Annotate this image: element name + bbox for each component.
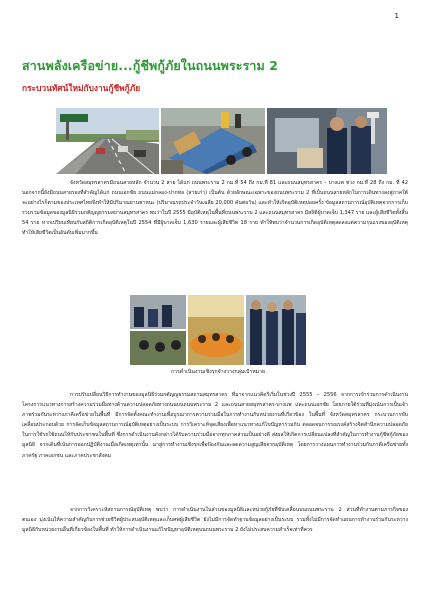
collage-caption: การดำเนินงานเชิงรุกจ้างวางกลุ่มเป้าหมาย (170, 369, 266, 375)
section-subtitle: กระบวนทัศน์ใหม่กับงานกู้ชีพกู้ภัย (22, 83, 141, 93)
page-title: สานพลังเครือข่าย...กู้ชีพกู้ภัยในถนนพระราม 2 (22, 58, 279, 73)
body-paragraph-3: จากการวิเคราะห์สถานการณ์อุบัติเหตุ พบว่า การดำเนินงานในส่วนของมูลนิธิและหน่วยกู้ภัยที่ขับเคลื่อนบนถนนพระราม 2 ส่วนที่ทำงานตามภารกิจของตนเอง มุ่งเน้นให้ความสำคัญกับการช่วยชีวิตผู้ประสบอุบัติเหตุและเก็บศพผู้เสียชีวิต ยังไม่มีการจัดทำฐานข้อมูลอย่างเป็นระบบ รวมทั้งไม่มีการจัดทำแผนการทำงานร่วมกันระหว่างมูลนิธิกับหน่วยงานอื่นที่เกี่ยวข้องในพื้นที่ ทำให้การดำเนินงานแก้ไขปัญหาอุบัติเหตุบนถนนพระราม 2 ยังไม่ประสบความสำเร็จเท่าที่ควร (22, 507, 408, 534)
rescue-workers-photo (267, 108, 387, 174)
page-number: 1 (394, 12, 399, 20)
outreach-photo-collage (130, 295, 306, 365)
photo-row (56, 108, 387, 174)
highway-road-photo (56, 108, 159, 174)
body-paragraph-2: การปรับเปลี่ยนวิธีการทำงานของมูลนิธิร่วมกตัญญูธรรมสถานสมุทรสาคร ที่มาจากแนวคิดริเริ่มในช่วงปี 2555 – 2556 จากการเข้าร่วมการดำเนินงานโครงการแนวทางการสร้างความร่วมมือทางด้านความปลอดภัยทางถนนบนถนนพระราม 2 และถนนสายสมุทรสาคร-บางแพ และถนนเอกชัย โดยภายใต้ร่วมที่มุ่งเน้นการเป็นเจ้าภาพร่วมกันระหว่างภาคีเครือข่ายในพื้นที่ มีการจัดตั้งคณะทำงานเพื่อบูรณาการความร่วมมือในการทำงานกับหน่วยงานที่เกี่ยวข้อง ในพื้นที่ จังหวัดสมุทรสาคร กระบวนการขับเคลื่อนประกอบด้วย การจัดเก็บข้อมูลสถานการณ์อุบัติเหตุอย่างเป็นระบบ การวิเคราะห์จุดเสี่ยงเพื่อหาแนวทางแก้ไขปัญหาร่วมกัน ตลอดจนการรณรงค์สร้างจิตสำนึกความปลอดภัยในการใช้รถใช้ถนนให้กับประชาชนในพื้นที่ ซึ่งการดำเนินงานดังกล่าวได้รับความร่วมมือจากทุกภาคส่วนเป็นอย่างดี ส่งผลให้เกิดการเปลี่ยนแปลงที่สำคัญในการทำงานกู้ชีพกู้ภัยของมูลนิธิ จากเดิมที่เน้นการออกปฏิบัติงานเมื่อเกิดเหตุเท่านั้น มาสู่การทำงานเชิงรุกเพื่อป้องกันและลดความสูญเสียจากอุบัติเหตุ โดยการวางแผนการทำงานร่วมกับภาคีเครือข่ายทั้งภาครัฐ ภาคเอกชน และภาคประชาสังคม (22, 392, 408, 459)
overturned-truck-photo (161, 108, 264, 174)
body-paragraph-1: จังหวัดสมุทรสาครมีถนนสายหลัก จำนวน 2 สาย ได้แก่ ถนนพระราม 2 กม.ที่ 54 ถึง กม.ที่ 81 และถนนสมุทรสาคร – บางแพ ช่วง กม.ที่ 28 ถึง กม. ที่ 42 นอกจากนี้ยังมีถนนสายรองที่สำคัญได้แก่ ถนนเอกชัย ถนนแม่กลอง-ปากท่อ (สายเก่า) เป็นต้น ด้วยลักษณะเฉพาะของถนนพระราม 2 ที่เป็นถนนสายหลักในการเดินทางลงสู่ภาคใต้จะอย่างไรก็ตามของประเทศไทยจึงทำให้มีปริมาณยานพาหนะ (ปริมาณรถประจำวันเฉลี่ย 20,000 คันต่อวัน) และทำให้เกิดอุบัติเหตุบ่อยครั้ง ข้อมูลสถานการณ์อุบัติเหตุจากการเก็บรวบรวมข้อมูลของมูลนิธิร่วมกตัญญูธรรมสถานสมุทรสาคร พบว่าในปี 2555 มีอุบัติเหตุในพื้นที่ถนนพระราม 2 และถนนสมุทรสาคร มีสถิติผู้บาดเจ็บ 1,347 ราย และผู้เสียชีวิตทั้งสิ้น 54 ราย หากเปรียบเทียบกับสถิติการเกิดอุบัติเหตุในปี 2554 ที่มีผู้บาดเจ็บ 1,630 รายและผู้เสียชีวิต 18 ราย ทำให้พบว่าจำนวนการเกิดอุบัติเหตุลดลงแต่ความรุนแรงของอุบัติเหตุทำให้เสียชีวิตเป็นอันดับเพิ่มมากขึ้น (22, 180, 408, 237)
